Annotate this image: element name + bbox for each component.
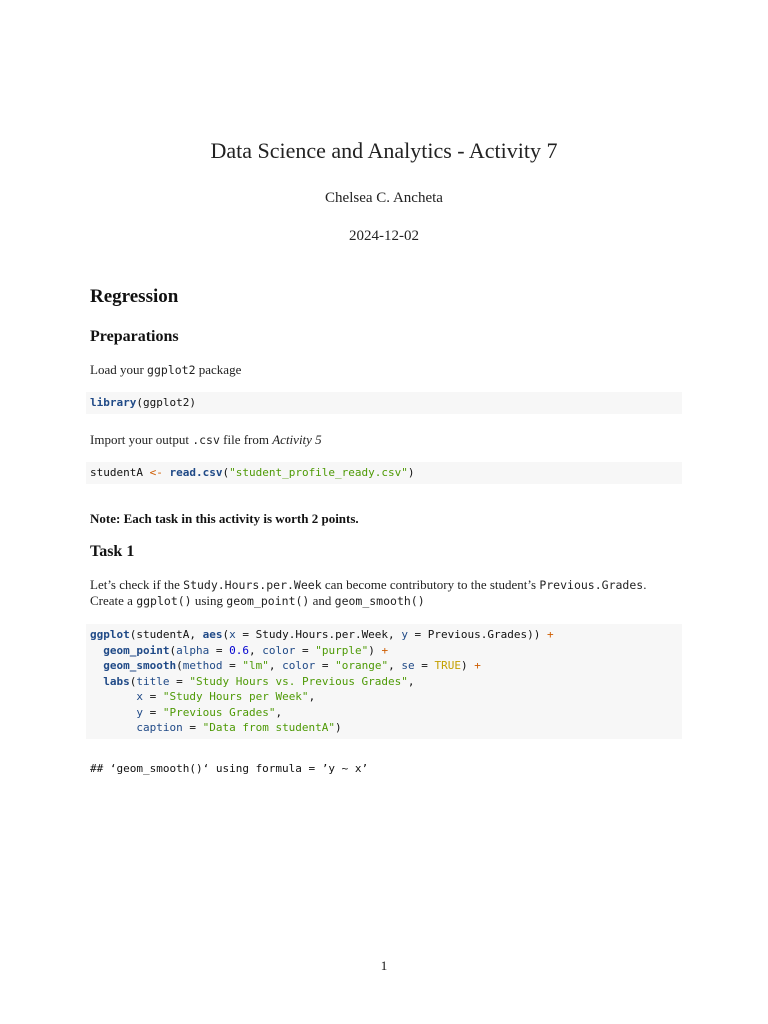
code-argument: alpha <box>176 643 210 657</box>
code-argument: x <box>136 690 143 703</box>
code-text: = <box>169 674 190 688</box>
code-argument: caption <box>136 721 183 734</box>
code-text: ( <box>176 659 183 672</box>
text: file from <box>219 432 273 447</box>
inline-code-function: geom_smooth() <box>334 594 425 608</box>
text: using <box>191 593 227 608</box>
code-text: = <box>295 643 316 657</box>
text: . <box>643 577 647 592</box>
code-argument: y <box>136 705 143 719</box>
document-author: Chelsea C. Ancheta <box>325 190 443 206</box>
inline-code-variable: Previous.Grades <box>539 578 644 592</box>
code-function: read.csv <box>169 466 223 479</box>
code-text: = <box>414 659 435 672</box>
inline-code-extension: .csv <box>192 433 220 447</box>
code-text: , <box>268 659 283 672</box>
code-function: labs <box>103 674 130 688</box>
code-text: ) <box>335 721 342 734</box>
inline-code-variable: Study.Hours.per.Week <box>183 578 322 592</box>
code-text: = <box>315 659 336 672</box>
text: package <box>195 362 242 377</box>
code-text: ( <box>222 628 230 641</box>
code-string: "Study Hours vs. Previous Grades" <box>189 674 408 688</box>
inline-code-package: ggplot2 <box>147 363 196 377</box>
code-argument: title <box>136 674 170 688</box>
code-text: , <box>308 690 316 703</box>
code-string: "Study Hours per Week" <box>162 690 309 703</box>
code-argument: y <box>401 628 408 641</box>
code-text: ) <box>368 643 382 657</box>
code-assign-operator: <- <box>149 466 163 479</box>
code-text: = <box>222 659 243 672</box>
code-text: , <box>275 705 283 719</box>
section-heading-regression: Regression <box>90 286 179 307</box>
page-number: 1 <box>380 958 388 973</box>
code-text: ( <box>169 643 177 657</box>
code-argument: x <box>229 628 236 641</box>
code-argument: color <box>282 659 316 672</box>
code-block-library <box>86 392 682 414</box>
code-paren: ( <box>222 466 230 479</box>
load-package-paragraph <box>90 362 682 378</box>
code-function: geom_point <box>103 643 170 657</box>
text: and <box>309 593 335 608</box>
code-text: (ggplot2) <box>136 396 196 409</box>
code-string: "purple" <box>315 643 369 657</box>
task1-paragraph <box>90 577 682 609</box>
subsection-heading-task1: Task 1 <box>90 543 135 560</box>
inline-code-function: geom_point() <box>226 594 310 608</box>
code-function: aes <box>202 628 223 641</box>
document-title: Data Science and Analytics - Activity 7 <box>210 138 558 163</box>
code-text: = Previous.Grades)) <box>407 628 548 641</box>
code-text: = Study.Hours.per.Week, <box>235 628 402 641</box>
code-text: , <box>248 643 263 657</box>
text: Let’s check if the <box>90 577 184 592</box>
activity-reference: Activity 5 <box>272 432 322 447</box>
code-argument: se <box>401 659 415 672</box>
document-date: 2024-12-02 <box>349 228 419 244</box>
code-text: = <box>142 690 163 703</box>
inline-code-function: ggplot() <box>136 594 192 608</box>
code-output: ## ‘geom_smooth()‘ using formula = ’y ~ x’ <box>90 762 369 775</box>
code-string: "lm" <box>242 659 269 672</box>
code-block-read-csv <box>86 462 682 484</box>
code-text: ( <box>129 674 137 688</box>
text: can become contributory to the student’s <box>321 577 540 592</box>
code-block-ggplot <box>86 624 682 739</box>
code-string: "Data from studentA" <box>202 721 336 734</box>
subsection-heading-preparations: Preparations <box>90 328 179 345</box>
code-text: = <box>182 721 203 734</box>
code-text: , <box>388 659 402 672</box>
code-text: (studentA, <box>129 628 203 641</box>
code-function: geom_smooth <box>103 659 177 672</box>
code-string: "Previous Grades" <box>162 705 276 719</box>
text: Load your <box>90 362 148 377</box>
code-paren: ) <box>407 466 415 479</box>
import-paragraph <box>90 432 682 448</box>
code-text: = <box>209 643 230 657</box>
code-string: "student_profile_ready.csv" <box>229 466 408 479</box>
code-function: library <box>90 396 137 409</box>
text: Create a <box>90 593 137 608</box>
code-operator: + <box>474 659 481 672</box>
note-text: Note: Each task in this activity is worth 2 points. <box>90 511 359 526</box>
code-number: 0.6 <box>229 643 249 657</box>
text: Import your output <box>90 432 193 447</box>
code-operator: + <box>381 643 389 657</box>
code-argument: color <box>262 643 296 657</box>
code-operator: + <box>547 628 554 641</box>
code-text: = <box>142 705 163 719</box>
code-variable: studentA <box>90 466 150 479</box>
code-text: ) <box>460 659 475 672</box>
code-function: ggplot <box>90 628 130 641</box>
code-argument: method <box>182 659 223 672</box>
code-constant: TRUE <box>434 659 461 672</box>
code-text: , <box>407 674 415 688</box>
code-string: "orange" <box>335 659 389 672</box>
